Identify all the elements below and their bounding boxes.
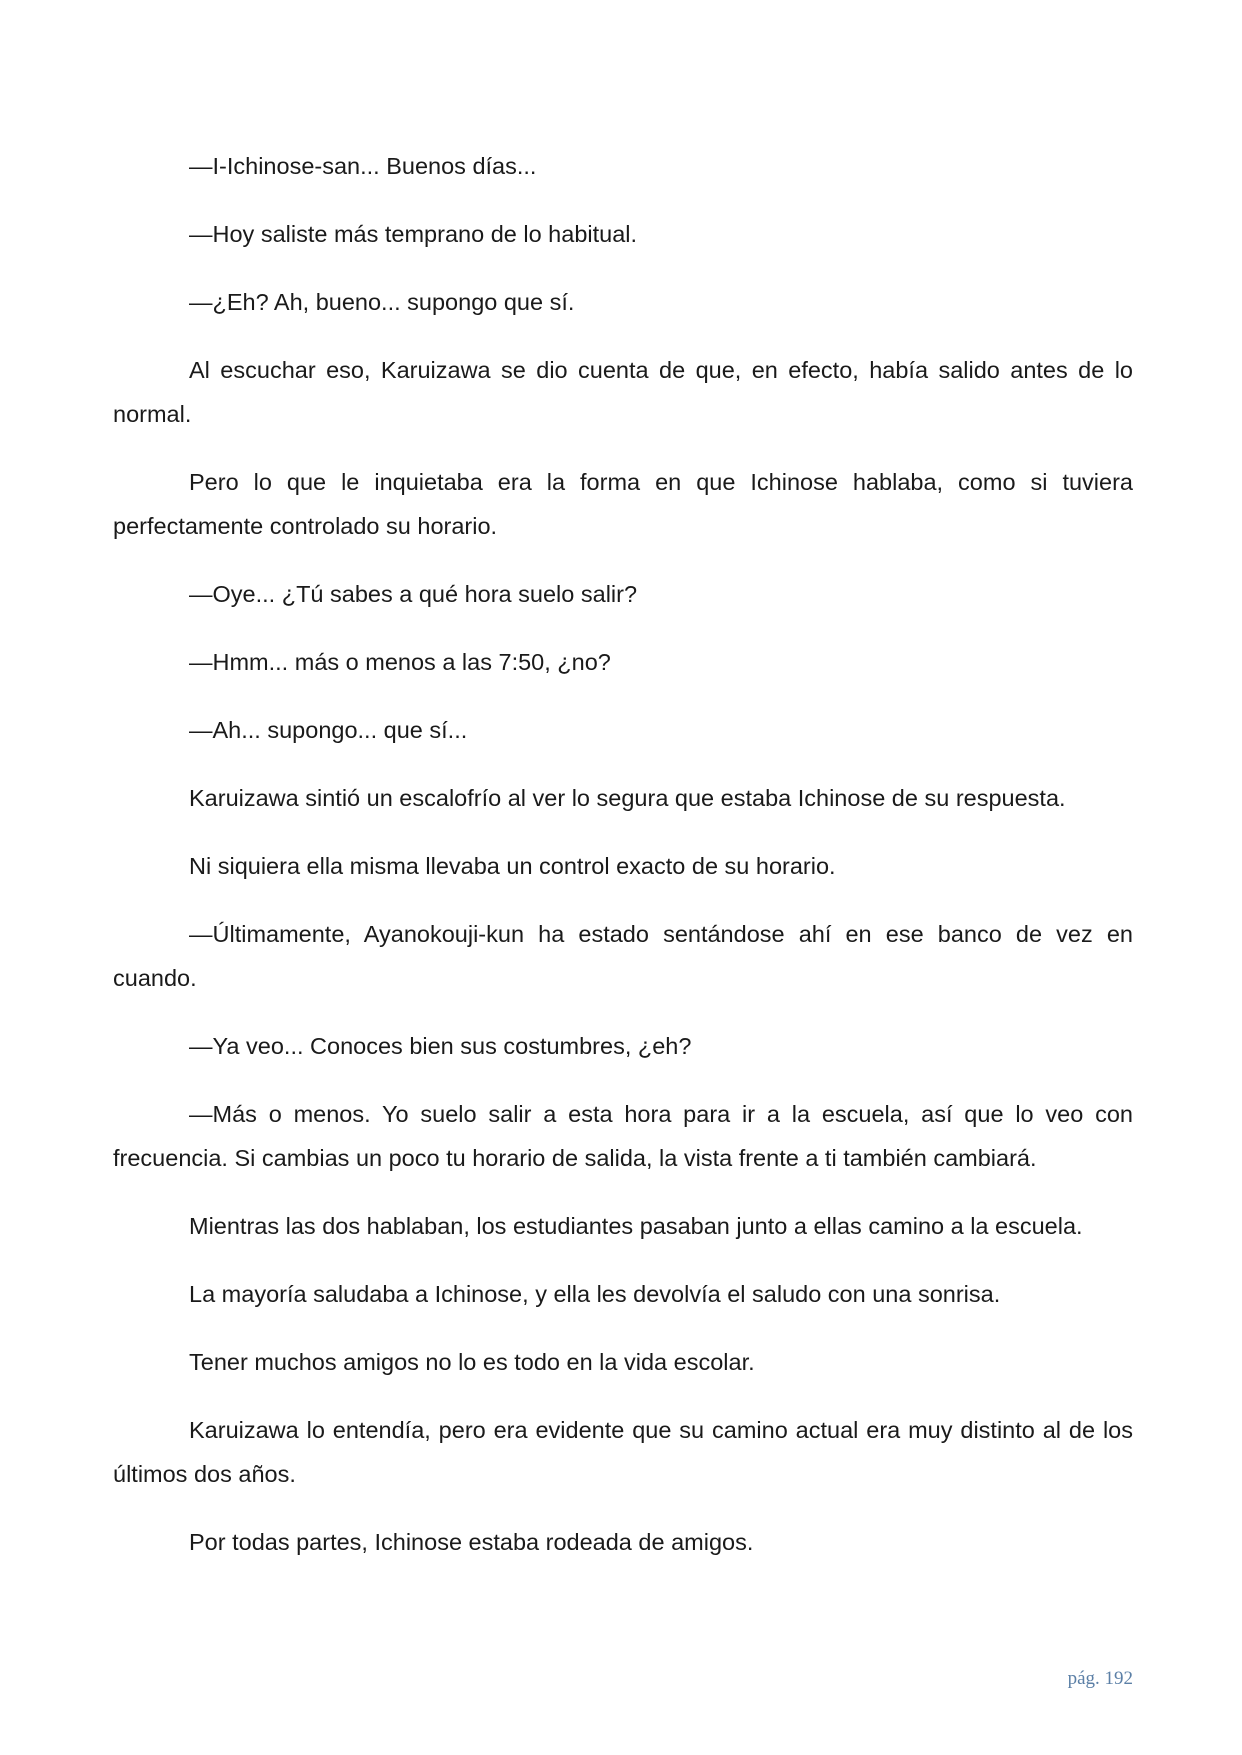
paragraph: Tener muchos amigos no lo es todo en la vida escolar. <box>189 1349 755 1375</box>
paragraph: Pero lo que le inquietaba era la forma en que Ichinose hablaba, como si tuviera perfectamente controlado su horario. <box>113 469 1133 539</box>
paragraph: Karuizawa sintió un escalofrío al ver lo segura que estaba Ichinose de su respuesta. <box>189 785 1066 811</box>
paragraph: —Hoy saliste más temprano de lo habitual. <box>189 221 638 247</box>
paragraph: —Oye... ¿Tú sabes a qué hora suelo salir? <box>189 581 638 607</box>
paragraph: Karuizawa lo entendía, pero era evidente que su camino actual era muy distinto al de los últimos dos años. <box>113 1417 1133 1487</box>
paragraph: —Ah... supongo... que sí... <box>189 717 468 743</box>
paragraph: —¿Eh? Ah, bueno... supongo que sí. <box>189 289 575 315</box>
paragraph: Al escuchar eso, Karuizawa se dio cuenta de que, en efecto, había salido antes de lo normal. <box>113 357 1133 427</box>
paragraph: —Hmm... más o menos a las 7:50, ¿no? <box>189 649 611 675</box>
paragraph: —I-Ichinose-san... Buenos días... <box>189 153 537 179</box>
paragraph: Mientras las dos hablaban, los estudiantes pasaban junto a ellas camino a la escuela. <box>189 1213 1083 1239</box>
paragraph: —Ya veo... Conoces bien sus costumbres, ¿eh? <box>189 1033 692 1059</box>
paragraph: La mayoría saludaba a Ichinose, y ella les devolvía el saludo con una sonrisa. <box>189 1281 1001 1307</box>
paragraph: Ni siquiera ella misma llevaba un control exacto de su horario. <box>189 853 836 879</box>
paragraph: Por todas partes, Ichinose estaba rodeada de amigos. <box>189 1529 754 1555</box>
body-text <box>113 144 1133 1588</box>
page-number: pág. 192 <box>1067 1668 1133 1689</box>
paragraph: —Más o menos. Yo suelo salir a esta hora para ir a la escuela, así que lo veo con frecuencia. Si cambias un poco tu horario de salida, la vista frente a ti también cambiará. <box>113 1101 1133 1171</box>
paragraph: —Últimamente, Ayanokouji-kun ha estado sentándose ahí en ese banco de vez en cuando. <box>113 921 1133 991</box>
